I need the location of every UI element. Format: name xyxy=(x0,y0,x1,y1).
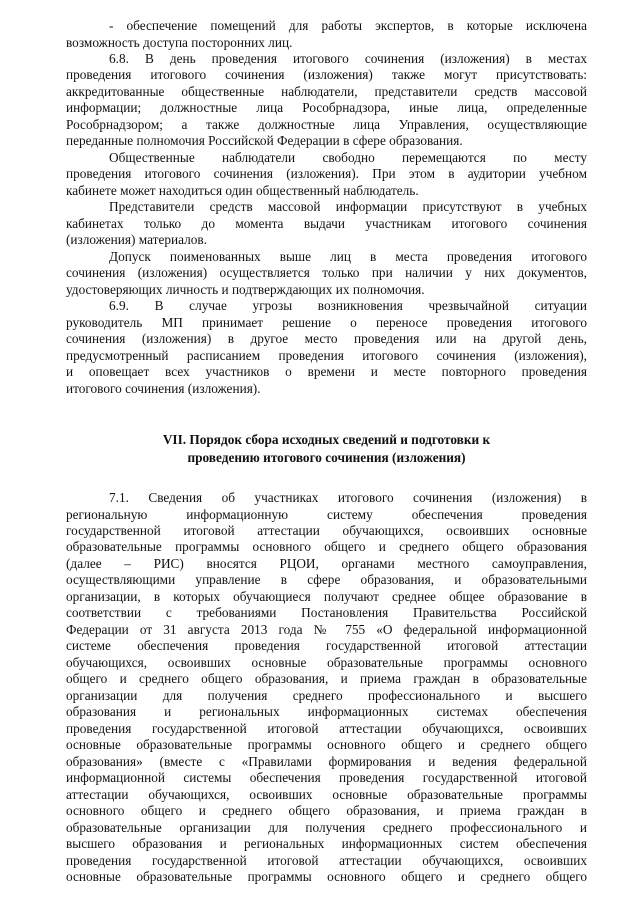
section-6-line: предусмотренный расписанием проведения итогового сочинения (изложения), xyxy=(66,347,587,363)
section-7-line: проведения государственной итоговой аттестации обучающихся, освоивших xyxy=(66,720,587,736)
section-6-line: Допуск поименованных выше лиц в места проведения итогового xyxy=(109,248,587,264)
section-7-line: основные образовательные программы основного общего и среднего общего xyxy=(66,869,587,884)
section-6-line: сочинения (изложения) осуществляется только при наличии у них документов, xyxy=(66,265,587,281)
section-7-heading-line-2: проведению итогового сочинения (изложения) xyxy=(187,450,466,465)
section-7-line: организации для получения среднего профессионального и высшего xyxy=(66,687,587,703)
section-7-line: информационной системы обеспечения проведения государственной итоговой xyxy=(66,770,587,786)
section-7-line: системе обеспечения проведения государственной итоговой аттестации xyxy=(66,638,587,654)
section-7-line: образования и региональных информационных системах обеспечения xyxy=(66,704,587,720)
section-6-line: возможность доступа посторонних лиц. xyxy=(66,34,293,50)
section-7-line: Федерации от 31 августа 2013 года № 755 «О федеральной информационной xyxy=(66,621,587,637)
section-6-line: проведения итогового сочинения (изложения). При этом в аудитории учебном xyxy=(66,166,587,182)
section-7-line: общего и среднего общего образования, и приема граждан в образовательные xyxy=(66,671,587,687)
section-7-line: 7.1. Сведения об участниках итогового сочинения (изложения) в xyxy=(109,490,587,505)
section-6-line: кабинете может находиться один общественный наблюдатель. xyxy=(66,182,419,198)
section-7-line: аттестации обучающихся, освоивших основные образовательные программы xyxy=(66,786,587,802)
section-6-line: удостоверяющих личность и подтверждающих их полномочия. xyxy=(66,281,425,297)
section-6-line: итогового сочинения (изложения). xyxy=(66,380,261,396)
section-6-line: аккредитованные общественные наблюдатели, представители средств массовой xyxy=(66,83,587,99)
section-7-line: (далее – РИС) вносятся РЦОИ, органами местного самоуправления, xyxy=(66,555,587,571)
section-6-line: 6.9. В случае угрозы возникновения чрезвычайной ситуации xyxy=(109,298,587,314)
section-6-line: - обеспечение помещений для работы экспертов, в которые исключена xyxy=(109,18,587,33)
section-6-line: переданные полномочия Российской Федерации в сфере образования. xyxy=(66,133,463,149)
section-7-line: образования» (вместе с «Правилами формирования и ведения федеральной xyxy=(66,753,587,769)
section-7-line: организации, в которых обучающиеся получают среднее общее образование в xyxy=(66,588,587,604)
section-6-line: проведения итогового сочинения (изложения) также могут присутствовать: xyxy=(66,67,587,83)
section-7-line: образовательные программы основного общего и среднего общего образования xyxy=(66,539,587,555)
section-6-line: руководитель МП принимает решение о переносе проведения итогового xyxy=(66,314,587,330)
section-6-line: Общественные наблюдатели свободно перемещаются по месту xyxy=(109,149,587,165)
section-6-line: Представители средств массовой информации присутствуют в учебных xyxy=(109,199,587,215)
section-6-line: информации; должностные лица Рособрнадзора, иные лица, определенные xyxy=(66,100,587,116)
section-7-line: государственной итоговой аттестации обучающихся, освоивших основные xyxy=(66,523,587,538)
section-6-line: 6.8. В день проведения итогового сочинения (изложения) в местах xyxy=(109,51,587,66)
section-7-line: проведения государственной итоговой аттестации обучающихся, освоивших xyxy=(66,852,587,868)
section-6-line: Рособрнадзором; а также должностные лица Управления, осуществляющие xyxy=(66,116,587,132)
section-7-line: основные образовательные программы основного общего и среднего общего xyxy=(66,737,587,753)
section-6-line: кабинетах только до момента выдачи участникам итогового сочинения xyxy=(66,215,587,231)
section-7-line: основного общего и среднего общего образования, и приема граждан в xyxy=(66,803,587,819)
section-6-line: (изложения) материалов. xyxy=(66,232,208,248)
section-7-line: региональную информационную систему обеспечения проведения xyxy=(66,506,587,522)
section-7-line: образовательные организации для получения среднего профессионального и xyxy=(66,819,587,835)
section-6-line: и оповещает всех участников о времени и месте повторного проведения xyxy=(66,364,587,380)
section-7-line: высшего образования и региональных информационных систем обеспечения xyxy=(66,836,587,852)
section-6-line: сочинения (изложения) в другое место проведения или на другой день, xyxy=(66,331,587,347)
section-7-heading-line-1: VII. Порядок сбора исходных сведений и подготовки к xyxy=(162,432,491,447)
section-7-line: осуществляющими управление в сфере образования, и образовательными xyxy=(66,572,587,588)
section-7-line: соответствии с требованиями Постановления Правительства Российской xyxy=(66,605,587,621)
section-7-line: обучающихся, освоивших основные образовательные программы основного xyxy=(66,654,587,670)
